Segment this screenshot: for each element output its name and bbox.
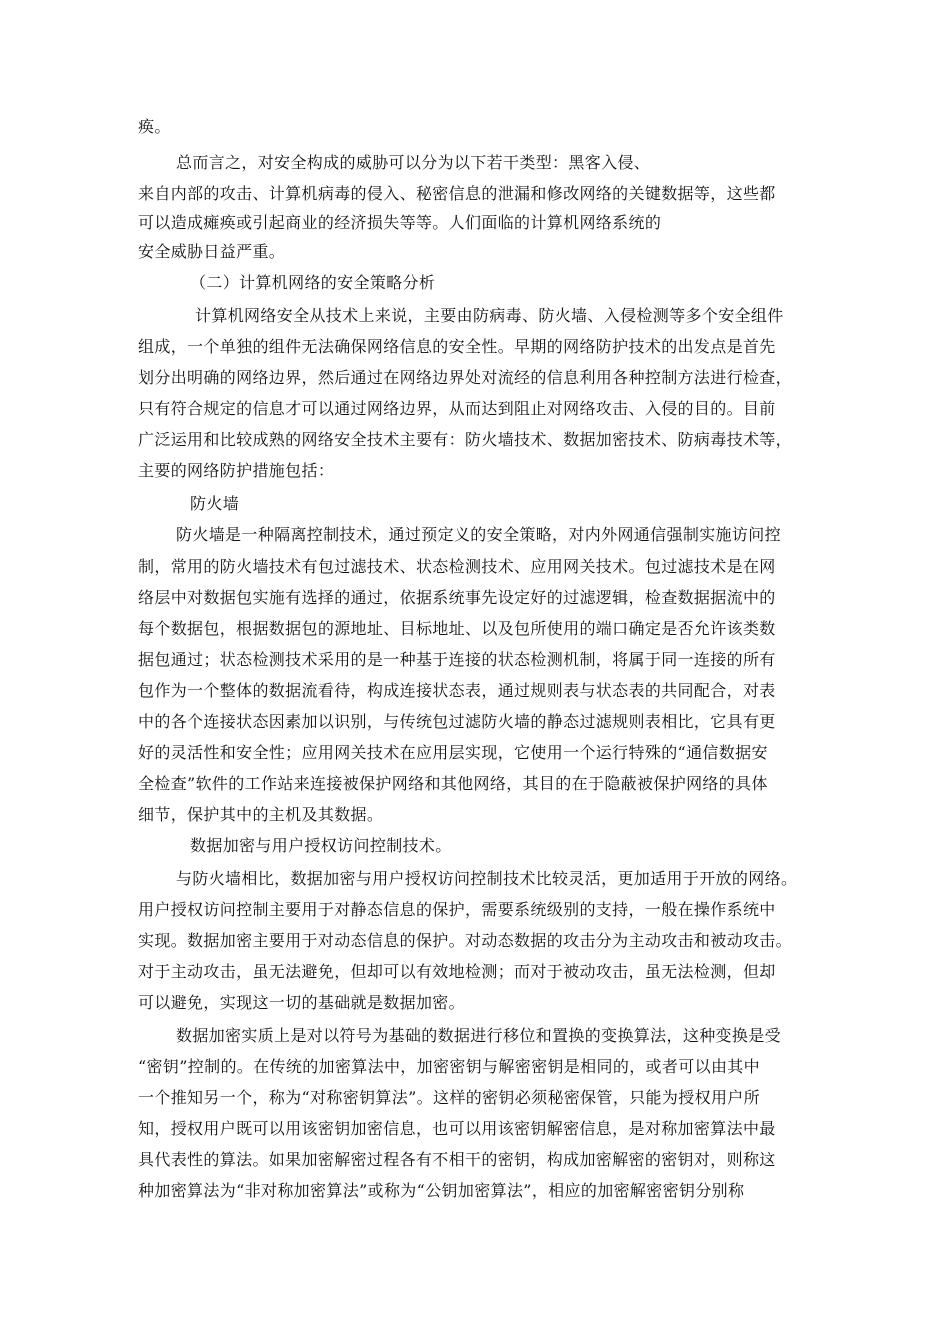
text-line: 主要的网络防护措施包括： xyxy=(138,461,335,480)
text-line: 制，常用的防火墙技术有包过滤技术、状态检测技术、应用网关技术。包过滤技术是在网 xyxy=(138,557,776,576)
subsection-heading: 数据加密与用户授权访问控制技术。 xyxy=(190,836,452,855)
text-line: 总而言之，对安全构成的威胁可以分为以下若干类型：黑客入侵、 xyxy=(176,153,651,172)
text-line: 防火墙是一种隔离控制技术，通过预定义的安全策略，对内外网通信强制实施访问控 xyxy=(176,525,781,544)
text-line: 中的各个连接状态因素加以识别，与传统包过滤防火墙的静态过滤规则表相比，它具有更 xyxy=(138,712,776,731)
text-line: 数据加密实质上是对以符号为基础的数据进行移位和置换的变换算法，这种变换是受 xyxy=(176,1026,781,1045)
text-line: 只有符合规定的信息才可以通过网络边界，从而达到阻止对网络攻击、入侵的目的。目前 xyxy=(138,399,776,418)
text-line: 据包通过；状态检测技术采用的是一种基于连接的状态检测机制，将属于同一连接的所有 xyxy=(138,650,776,669)
text-line: 包作为一个整体的数据流看待，构成连接状态表，通过规则表与状态表的共同配合，对表 xyxy=(138,681,776,700)
text-line: 用户授权访问控制主要用于对静态信息的保护，需要系统级别的支持，一般在操作系统中 xyxy=(138,900,776,919)
text-line: 可以造成瘫痪或引起商业的经济损失等等。人们面临的计算机网络系统的 xyxy=(138,213,662,232)
text-line: 与防火墙相比，数据加密与用户授权访问控制技术比较灵活，更加适用于开放的网络。 xyxy=(176,869,798,888)
section-heading: （二）计算机网络的安全策略分析 xyxy=(190,273,436,292)
text-line: 痪。 xyxy=(138,117,171,136)
text-line: 络层中对数据包实施有选择的通过，依据系统事先设定好的过滤逻辑，检查数据据流中的 xyxy=(138,588,776,607)
text-line: 组成，一个单独的组件无法确保网络信息的安全性。早期的网络防护技术的出发点是首先 xyxy=(138,337,776,356)
text-line: 好的灵活性和安全性；应用网关技术在应用层实现，它使用一个运行特殊的“通信数据安 xyxy=(138,743,768,762)
text-line: 全检查”软件的工作站来连接被保护网络和其他网络，其目的在于隐蔽被保护网络的具体 xyxy=(138,774,768,793)
text-line: 计算机网络安全从技术上来说，主要由防病毒、防火墙、入侵检测等多个安全组件 xyxy=(195,306,784,325)
text-line: 安全威胁日益严重。 xyxy=(138,242,286,261)
text-line: 划分出明确的网络边界，然后通过在网络边界处对流经的信息利用各种控制方法进行检查， xyxy=(138,368,793,387)
text-line: 具代表性的算法。如果加密解密过程各有不相干的密钥，构成加密解密的密钥对，则称这 xyxy=(138,1150,776,1169)
text-line: “密钥”控制的。在传统的加密算法中，加密密钥与解密密钥是相同的，或者可以由其中 xyxy=(138,1057,761,1076)
text-line: 可以避免，实现这一切的基础就是数据加密。 xyxy=(138,993,466,1012)
subsection-heading: 防火墙 xyxy=(190,494,240,513)
text-line: 广泛运用和比较成熟的网络安全技术主要有：防火墙技术、数据加密技术、防病毒技术等， xyxy=(138,430,793,449)
text-line: 对于主动攻击，虽无法避免，但却可以有效地检测；而对于被动攻击，虽无法检测，但却 xyxy=(138,962,776,981)
text-line: 种加密算法为“非对称加密算法”或称为“公钥加密算法”，相应的加密解密密钥分别称 xyxy=(138,1181,745,1200)
text-line: 每个数据包，根据数据包的源地址、目标地址、以及包所使用的端口确定是否允许该类数 xyxy=(138,619,776,638)
text-line: 来自内部的攻击、计算机病毒的侵入、秘密信息的泄漏和修改网络的关键数据等，这些都 xyxy=(138,184,776,203)
text-line: 一个推知另一个，称为“对称密钥算法”。这样的密钥必须秘密保管，只能为授权用户所 xyxy=(138,1088,761,1107)
text-line: 细节，保护其中的主机及其数据。 xyxy=(138,805,384,824)
text-line: 知，授权用户既可以用该密钥加密信息，也可以用该密钥解密信息，是对称加密算法中最 xyxy=(138,1119,776,1138)
text-line: 实现。数据加密主要用于对动态信息的保护。对动态数据的攻击分为主动攻击和被动攻击。 xyxy=(138,931,793,950)
